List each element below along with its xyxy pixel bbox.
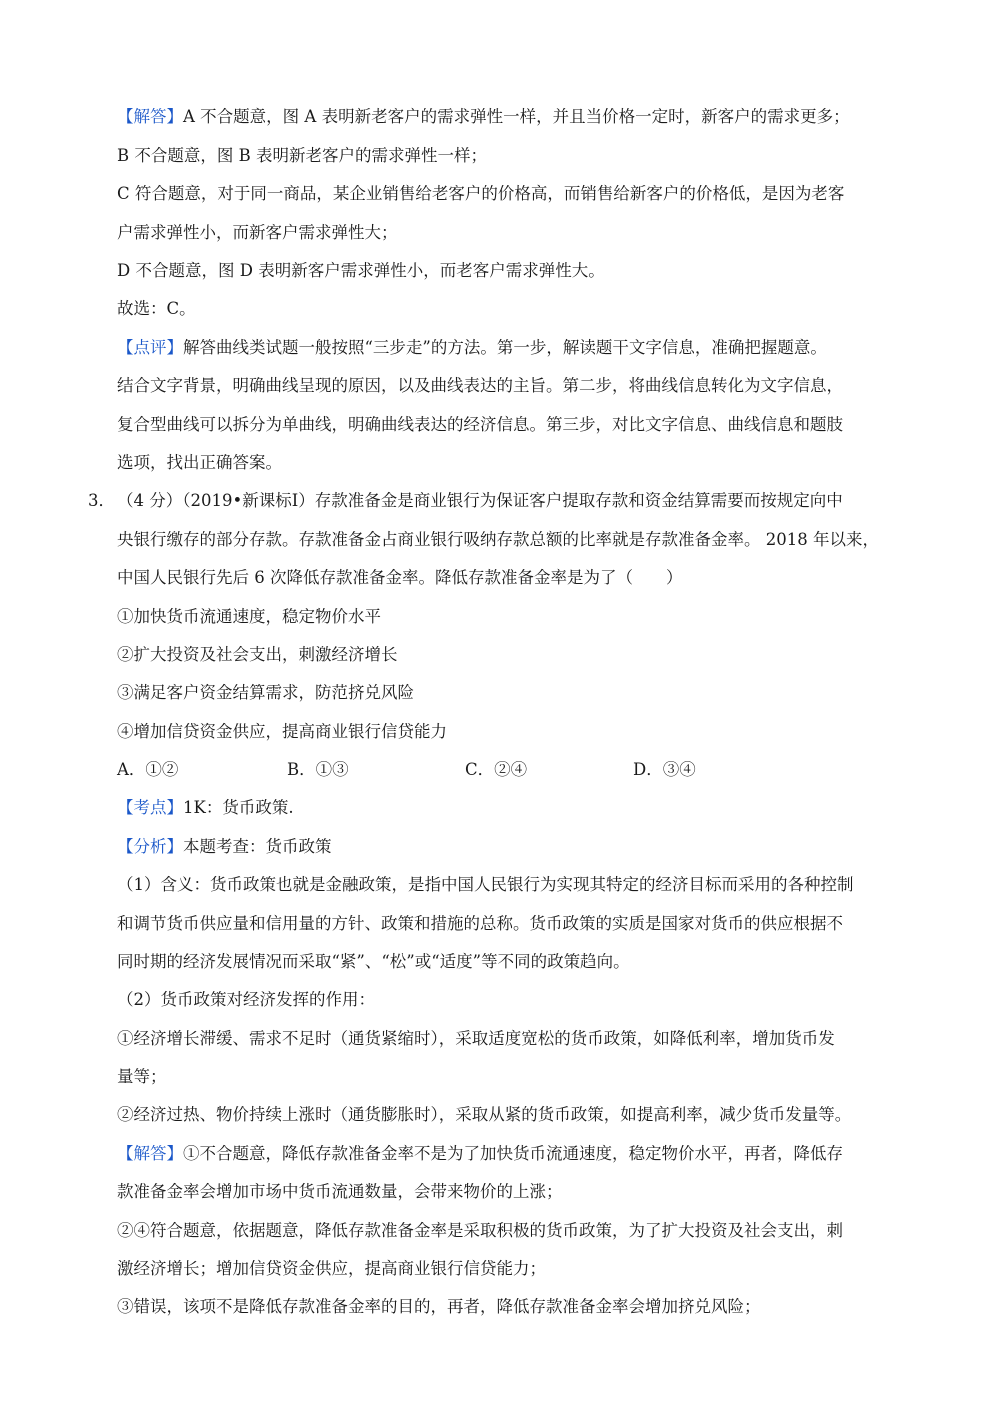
comment-tag: 【点评】: [117, 338, 183, 357]
comment-line-4: 选项，找出正确答案。: [117, 453, 282, 472]
statement-2: ②扩大投资及社会支出，刺激经济增长: [117, 645, 398, 664]
answer2-tag: 【解答】: [117, 1144, 183, 1163]
option-b: B．①③: [287, 760, 349, 779]
analysis-line-7: 量等；: [117, 1067, 167, 1086]
analysis-line-5: （2）货币政策对经济发挥的作用：: [117, 990, 375, 1009]
point-text: 1K：货币政策.: [183, 798, 294, 817]
question-line-1: （4 分）（2019•新课标Ⅰ）存款准备金是商业银行为保证客户提取存款和资金结算需要而按规定向中: [117, 491, 843, 510]
question-number: 3．: [88, 491, 115, 510]
answer-line-4: 户需求弹性小，而新客户需求弹性大；: [117, 223, 398, 242]
analysis-line-3: 和调节货币供应量和信用量的方针、政策和措施的总称。货币政策的实质是国家对货币的供应根据不: [117, 914, 843, 933]
answer-line-6: 故选：C。: [117, 299, 196, 318]
answer-line-5: D 不合题意，图 D 表明新客户需求弹性小，而老客户需求弹性大。: [117, 261, 605, 280]
answer2-line-3: ②④符合题意，依据题意，降低存款准备金率是采取积极的货币政策，为了扩大投资及社会支出，刺: [117, 1221, 843, 1240]
answer2-line-4: 激经济增长；增加信贷资金供应，提高商业银行信贷能力；: [117, 1259, 546, 1278]
comment-text: 解答曲线类试题一般按照“三步走”的方法。第一步，解读题干文字信息，准确把握题意。: [183, 338, 827, 357]
option-c: C．②④: [465, 760, 528, 779]
question-line-2: 央银行缴存的部分存款。存款准备金占商业银行吸纳存款总额的比率就是存款准备金率。 2018 年以来，: [117, 530, 879, 549]
answer2-text: ①不合题意，降低存款准备金率不是为了加快货币流通速度，稳定物价水平，再者，降低存: [183, 1144, 843, 1163]
question-line-3: 中国人民银行先后 6 次降低存款准备金率。降低存款准备金率是为了（ ）: [117, 568, 683, 587]
point-line: [117, 797, 294, 819]
answer-line-1: [117, 106, 850, 128]
answer2-line-5: ③错误，该项不是降低存款准备金率的目的，再者，降低存款准备金率会增加挤兑风险；: [117, 1297, 761, 1316]
answer-line-2: B 不合题意，图 B 表明新老客户的需求弹性一样；: [117, 146, 487, 165]
answer2-line-2: 款准备金率会增加市场中货币流通数量，会带来物价的上涨；: [117, 1182, 563, 1201]
option-a: A．①②: [117, 760, 179, 779]
comment-line-2: 结合文字背景，明确曲线呈现的原因，以及曲线表达的主旨。第二步，将曲线信息转化为文字信息，: [117, 376, 843, 395]
statement-3: ③满足客户资金结算需求，防范挤兑风险: [117, 683, 414, 702]
answer-text: A 不合题意，图 A 表明新老客户的需求弹性一样，并且当价格一定时，新客户的需求更多；: [183, 107, 850, 126]
analysis-line-4: 同时期的经济发展情况而采取“紧”、“松”或“适度”等不同的政策趋向。: [117, 952, 630, 971]
statement-1: ①加快货币流通速度，稳定物价水平: [117, 607, 381, 626]
answer2-line-1: [117, 1143, 843, 1165]
statement-4: ④增加信贷资金供应，提高商业银行信贷能力: [117, 722, 447, 741]
analysis-line-6: ①经济增长滞缓、需求不足时（通货紧缩时），采取适度宽松的货币政策，如降低利率，增加货币发: [117, 1029, 835, 1048]
point-tag: 【考点】: [117, 798, 183, 817]
analysis-line-2: （1）含义：货币政策也就是金融政策，是指中国人民银行为实现其特定的经济目标而采用的各种控制: [117, 875, 854, 894]
analysis-line-1: [117, 836, 332, 858]
analysis-tag: 【分析】: [117, 837, 183, 856]
option-d: D．③④: [633, 760, 696, 779]
analysis-line-8: ②经济过热、物价持续上涨时（通货膨胀时），采取从紧的货币政策，如提高利率，减少货币发量等。: [117, 1105, 852, 1124]
answer-line-3: C 符合题意，对于同一商品，某企业销售给老客户的价格高，而销售给新客户的价格低，是因为老客: [117, 184, 845, 203]
answer-tag: 【解答】: [117, 107, 183, 126]
analysis-text: 本题考查：货币政策: [183, 837, 332, 856]
comment-line-1: [117, 337, 827, 359]
comment-line-3: 复合型曲线可以拆分为单曲线，明确曲线表达的经济信息。第三步，对比文字信息、曲线信息和题肢: [117, 415, 843, 434]
